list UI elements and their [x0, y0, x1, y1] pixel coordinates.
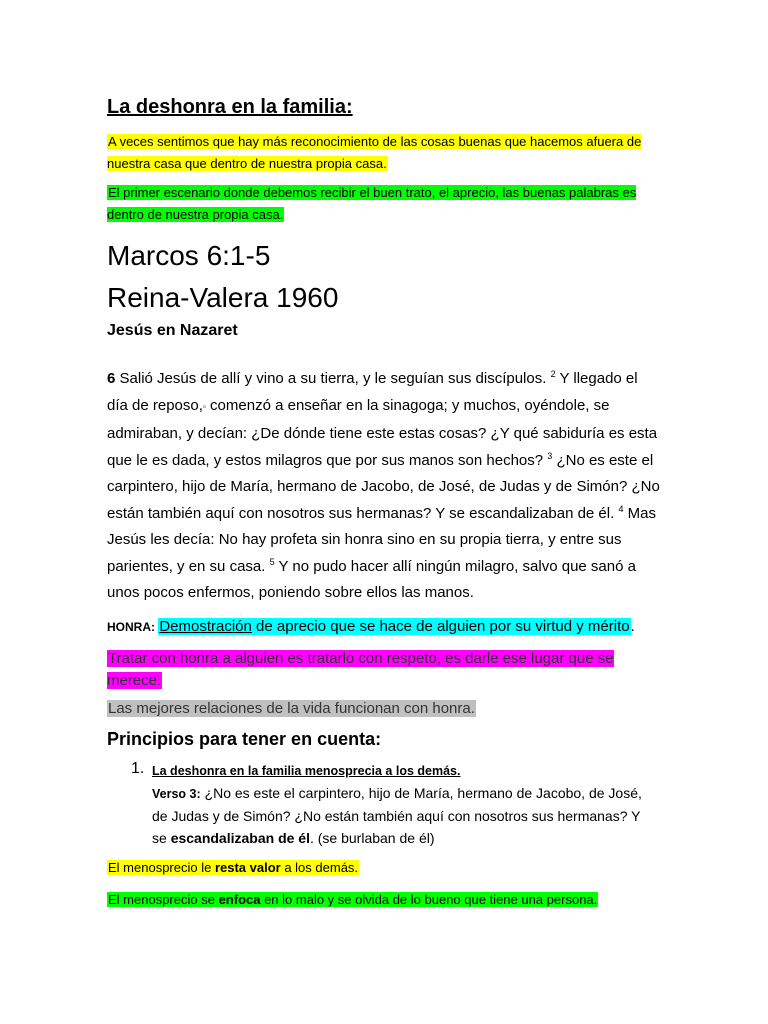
verse-4: Mas Jesús les decía: No hay profeta sin honra sino en su propia tierra, y entre sus parientes, y en su casa. [107, 504, 656, 575]
verse-number-2: 2 [550, 369, 556, 379]
intro-green-paragraph [107, 182, 652, 226]
green-note-a: El menosprecio se [108, 892, 219, 907]
passage-version: Reina-Valera 1960 [107, 282, 339, 313]
verse-3: ¿No es este el carpintero, hijo de María, hermano de Jacobo, de José, de Judas y de Simón? ¿No están también aquí con nosotros sus hermanas? Y se escandalizaban de él. [107, 451, 660, 522]
verse-number-5: 5 [269, 556, 275, 567]
magenta-text: Tratar con honra a alguien es tratarlo con respeto, es darle ese lugar que se merece. [107, 650, 614, 689]
verse-1: Salió Jesús de allí y vino a su tierra, y le seguían sus discípulos. [115, 370, 551, 387]
yellow-note [107, 857, 359, 879]
verse-tail: . (se burlaban de él) [309, 830, 435, 846]
verse-2a: Y llegado el día de reposo, [107, 370, 638, 414]
verse-5: Y no pudo hacer allí ningún milagro, salvo que sanó a unos pocos enfermos, poniendo sobre ellos las manos. [107, 557, 636, 601]
principles-heading: Principios para tener en cuenta: [107, 729, 382, 749]
gray-text: Las mejores relaciones de la vida funcionan con honra. [108, 700, 475, 717]
verse-label: Verso 3: [152, 787, 201, 801]
yellow-note-text [107, 860, 359, 875]
green-note [107, 889, 598, 911]
yellow-note-bold: resta valor [214, 860, 281, 875]
yellow-note-c: a los demás. [280, 860, 359, 875]
green-note-bold: enfoca [218, 892, 261, 907]
passage-reference: Marcos 6:1-5 [107, 240, 271, 271]
footnote-mark[interactable]: ᵃ [202, 402, 206, 412]
honra-label: HONRA: [107, 620, 159, 634]
verse-number-4: 4 [618, 503, 624, 514]
gray-paragraph [107, 698, 476, 720]
verse-number-3: 3 [547, 450, 553, 461]
honra-rest: de aprecio que se hace de alguien por su virtud y mérito [251, 618, 630, 635]
honra-word: Demostración [159, 618, 252, 635]
yellow-note-a: El menosprecio le [108, 860, 215, 875]
verse-bold: escandalizaban de él [170, 830, 310, 846]
honra-period: . [630, 618, 635, 635]
intro-yellow-text: A veces sentimos que hay más reconocimiento de las cosas buenas que hacemos afuera de nuestra casa que dentro de nuestra propia casa. [107, 134, 642, 171]
honra-definition [107, 616, 635, 638]
list-item-verse [152, 782, 652, 849]
document-title: La deshonra en la familia: [107, 96, 353, 118]
chapter-number: 6 [107, 370, 116, 387]
intro-yellow-paragraph [107, 131, 652, 175]
verse-text: ¿No es este el carpintero, hijo de María, hermano de Jacobo, de José, de Judas y de Simón? ¿No están también aquí con nosotros sus hermanas? Y se [152, 785, 642, 846]
honra-definition-text [158, 618, 630, 635]
magenta-paragraph [107, 648, 647, 692]
green-note-c: en lo malo y se olvida de lo bueno que tiene una persona. [260, 892, 598, 907]
list-item-number: 1. [131, 760, 145, 777]
intro-green-text: El primer escenario donde debemos recibir el buen trato, el aprecio, las buenas palabras es dentro de nuestra propia casa. [107, 185, 637, 222]
verse-2b: comenzó a enseñar en la sinagoga; y muchos, oyéndole, se admiraban, y decían: ¿De dónde tiene este estas cosas? ¿Y qué sabiduría es esta que le es dada, y estos milagros que por sus manos son hechos? [107, 396, 658, 469]
green-note-text [107, 892, 598, 907]
passage-heading: Jesús en Nazaret [107, 322, 238, 339]
scripture-text [107, 366, 662, 607]
list-item-title: La deshonra en la familia menosprecia a los demás. [152, 764, 461, 778]
